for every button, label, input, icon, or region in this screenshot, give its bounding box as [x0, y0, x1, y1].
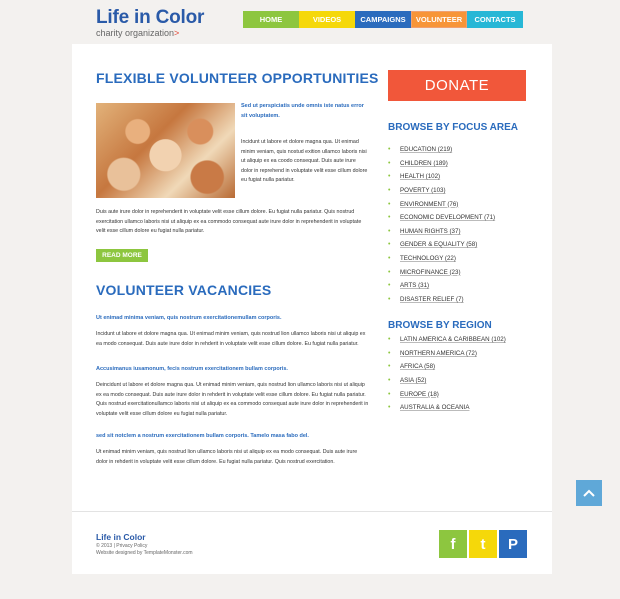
vacancy-3-title[interactable]: sed sit notclem a nostrum exercitationem bullam corporis. Tamelo masa fabo del.	[96, 433, 309, 439]
focus-item[interactable]: • POVERTY (103)	[388, 187, 446, 195]
vacancy-2-title[interactable]: Accusimanus iusamonum, fecis nostrum exercitationem bullam corporis.	[96, 366, 288, 372]
footer-logo[interactable]: Life in Color	[96, 532, 146, 542]
vacancies-title: VOLUNTEER VACANCIES	[96, 282, 272, 298]
logo-subtitle: charity organization>	[96, 28, 180, 38]
page-title: FLEXIBLE VOLUNTEER OPPORTUNITIES	[96, 70, 379, 86]
region-item[interactable]: • LATIN AMERICA & CARIBBEAN (102)	[388, 336, 506, 344]
footer-copyright	[96, 543, 193, 557]
nav-videos[interactable]: VIDEOS	[299, 11, 355, 28]
region-item[interactable]: • NORTHERN AMERICA (72)	[388, 349, 477, 357]
volunteers-hands-image	[96, 103, 235, 198]
facebook-button[interactable]	[439, 530, 467, 558]
pinterest-icon: P	[507, 535, 518, 553]
nav-contacts[interactable]: CONTACTS	[467, 11, 523, 28]
focus-item[interactable]: • ENVIRONMENT (76)	[388, 200, 459, 208]
donate-button[interactable]: DONATE	[388, 70, 526, 101]
vacancy-2-text: Deincidunt ut labore et dolore magna qua. Ut enimad minim veniam, quis nostrud lion ullamco laboris nisi ut aliquip ex ea modo consequat. Duis aute irure dolor in rehderit in voluptate velit esse cillum dolore. Eu fugiat nulla pariatur. Quis nostrud exercitationullamco laboris nisi ut aliquip ex ea commodo consequat aute irure dolor in reprehenderit in voluptate velit esse cillum dolore eu fugiat nulla pariatur.	[96, 382, 369, 417]
focus-item[interactable]: • EDUCATION (219)	[388, 146, 453, 154]
twitter-button[interactable]	[469, 530, 497, 558]
logo-title: Life in Color	[96, 7, 205, 28]
intro-lead: Sed ut perspiciatis unde omnis iste natus error sit voluptatem.	[241, 103, 364, 119]
footer-divider	[72, 511, 552, 512]
region-list	[388, 333, 506, 415]
focus-item[interactable]: • ARTS (31)	[388, 282, 430, 290]
region-item[interactable]: • ASIA (52)	[388, 377, 427, 385]
intro-paragraph: Incidunt ut labore et dolore magna qua. Ut enimad minim veniam, quis nostud exition ullamco laboris nisi ut aliquip ex ea coodo consequat. Duis aute irure dolor in reprehend in voluptate velit esse cillum dolore eu fugiat nulla pariatur.	[241, 139, 368, 183]
facebook-icon: f	[450, 535, 456, 553]
vacancy-1-text: Incidunt ut labore et dolore magna qua. Ut enimad minim veniam, quis nostrud lion ullamco laboris nisi ut aliquip ex ea modo consequat. Duis aute irure dolor in rehderit in voluptate velit esse cillum dolore. Eu fugiat nulla pariatur.	[96, 331, 366, 347]
site-logo[interactable]	[96, 8, 204, 38]
focus-item[interactable]: • MICROFINANCE (23)	[388, 268, 461, 276]
vacancy-1-title[interactable]: Ut enimad minima veniam, quis nostrum exercitationemullam corporis.	[96, 315, 282, 321]
focus-item[interactable]: • TECHNOLOGY (22)	[388, 255, 456, 263]
region-heading: BROWSE BY REGION	[388, 320, 492, 331]
nav-volunteer[interactable]: VOLUNTEER	[411, 11, 467, 28]
focus-item[interactable]: • HEALTH (102)	[388, 173, 441, 181]
twitter-icon: t	[480, 535, 486, 553]
focus-item[interactable]: • ECONOMIC DEVELOPMENT (71)	[388, 214, 496, 222]
focus-item[interactable]: • CHILDREN (189)	[388, 159, 448, 167]
main-nav	[243, 11, 523, 28]
scroll-to-top-button[interactable]	[576, 480, 602, 506]
region-item[interactable]: • EUROPE (18)	[388, 390, 439, 398]
pinterest-button[interactable]	[499, 530, 527, 558]
nav-campaigns[interactable]: CAMPAIGNS	[355, 11, 411, 28]
credit-text[interactable]: Website designed by TemplateMonster.com	[96, 550, 193, 556]
nav-home[interactable]: HOME	[243, 11, 299, 28]
region-item[interactable]: • AUSTRALIA & OCEANIA	[388, 404, 470, 412]
vacancy-3-text: Ut enimad minim veniam, quis nostrud lion ullamco laboris nisi ut aliquip ex ea modo consequat. Duis aute irure dolor in rehderit in voluptate velit esse cillum dolore. Eu fugiat nulla pariatur. Quis nostrud exercitation.	[96, 449, 358, 465]
region-item[interactable]: • AFRICA (58)	[388, 363, 436, 371]
chevron-up-icon	[583, 489, 595, 497]
focus-item[interactable]: • HUMAN RIGHTS (37)	[388, 227, 461, 235]
focus-area-list	[388, 143, 495, 306]
focus-item[interactable]: • GENDER & EQUALITY (58)	[388, 241, 478, 249]
focus-area-heading: BROWSE BY FOCUS AREA	[388, 122, 519, 133]
intro-paragraph-2: Duis aute irure dolor in reprehenderit in voluptate velit esse cillum dolore. Eu fugiat nulla pariatur. Quis nostrud exercitation ullamco laboris nisi ut aliquip ex ea commodo consequat aute irure dolor in reprehenderit in voluptate velit esse cillum dolore eu fugiat nulla pariatur.	[96, 209, 362, 234]
copyright-text[interactable]: © 2013 | Privacy Policy	[96, 543, 148, 549]
focus-item[interactable]: • DISASTER RELIEF (7)	[388, 295, 464, 303]
read-more-button[interactable]: READ MORE	[96, 249, 148, 262]
